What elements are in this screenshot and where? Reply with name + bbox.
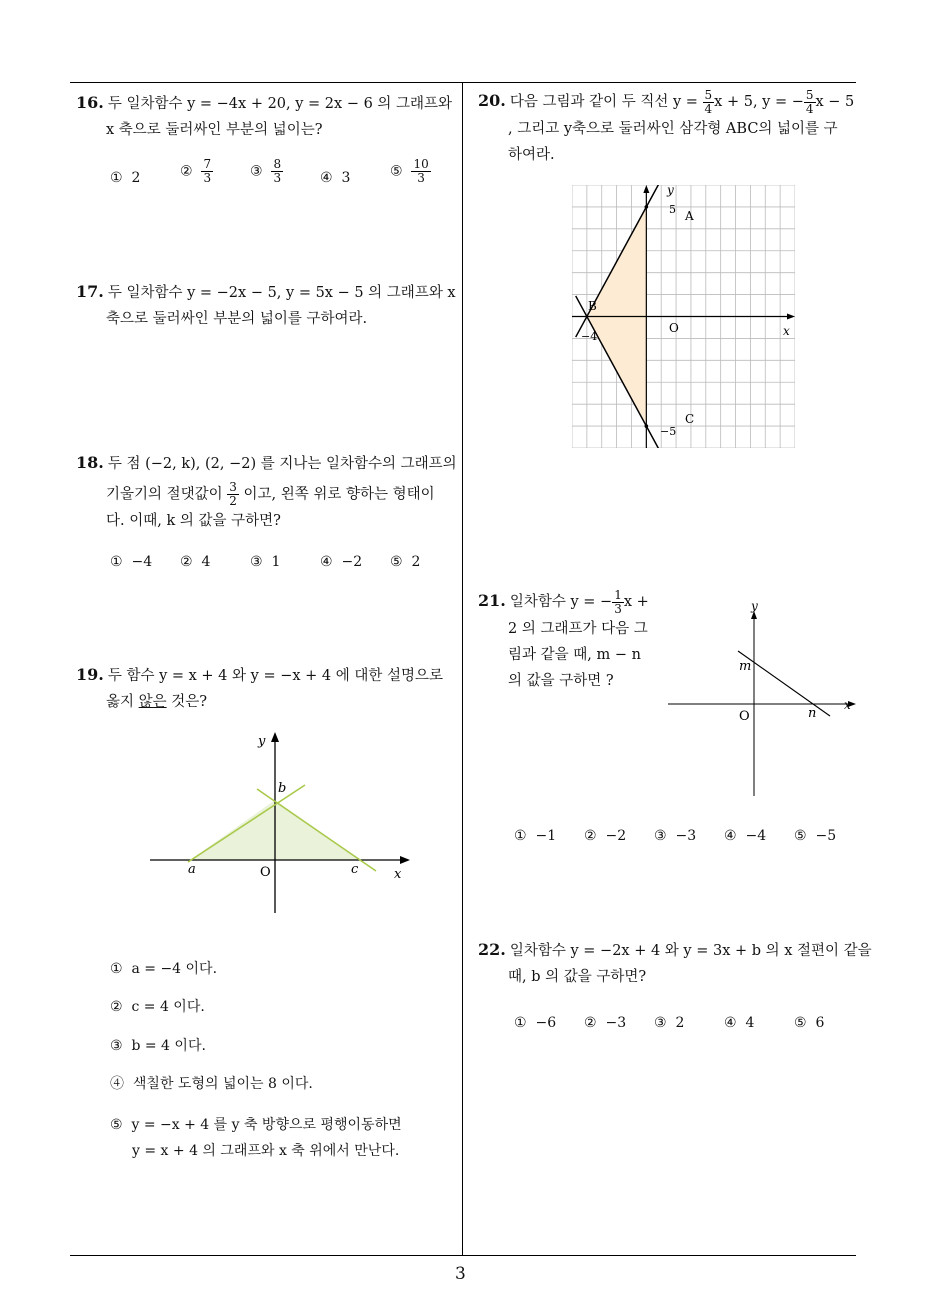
- option-5[interactable]: ⑤ 6: [794, 1015, 825, 1031]
- option-5[interactable]: ⑤ $\frac{10}{3}$: [390, 157, 429, 185]
- option-1[interactable]: ① −6: [514, 1015, 557, 1031]
- statement-4[interactable]: ④ 색칠한 도형의 넓이는 8 이다.: [110, 1076, 313, 1092]
- point-a: [645, 205, 649, 209]
- question-number: 17.: [76, 282, 104, 301]
- option-5[interactable]: ⑤ −5: [794, 828, 837, 844]
- question-text: 기울기의 절댓값이: [106, 486, 223, 503]
- question-number: 20.: [478, 91, 506, 110]
- question-22: [478, 937, 872, 990]
- fraction: $\frac{5}{4}$: [805, 87, 814, 116]
- q21-graph: [664, 596, 864, 801]
- label-a: A: [685, 209, 694, 223]
- question-text: 두 점 (−2, k), (2, −2) 를 지나는 일차함수의 그래프의: [107, 456, 457, 472]
- option-4[interactable]: ④ 3: [320, 170, 351, 186]
- question-number: 21.: [478, 591, 506, 610]
- y-axis-arrow-icon: [643, 185, 649, 193]
- x-label: x: [783, 324, 790, 338]
- x-axis-arrow-icon: [787, 314, 795, 320]
- fraction: $\frac{3}{2}$: [229, 480, 237, 508]
- question-text: 다음 그림과 같이 두 직선 y =: [509, 94, 698, 110]
- question-text: 일차함수 y = −: [509, 594, 613, 610]
- question-text: 축으로 둘러싸인 부분의 넓이를 구하여라.: [106, 311, 368, 327]
- option-3[interactable]: ③ 1: [250, 554, 281, 570]
- question-21: [478, 588, 668, 694]
- question-text: 하여라.: [508, 146, 555, 163]
- label-b: b: [278, 781, 287, 796]
- tick-label-neg4: −4: [581, 330, 598, 343]
- option-3[interactable]: ③ 2: [654, 1015, 685, 1031]
- question-text: 2 의 그래프가 다음 그: [508, 620, 648, 637]
- statement-2[interactable]: ② c = 4 이다.: [110, 999, 205, 1015]
- label-m: m: [739, 659, 752, 674]
- option-2[interactable]: ② −3: [584, 1015, 627, 1031]
- fraction: $\frac{5}{4}$: [704, 87, 713, 116]
- label-c: C: [685, 412, 695, 426]
- question-text: 두 함수 y = x + 4 와 y = −x + 4 에 대한 설명으로: [107, 668, 443, 684]
- statement-3[interactable]: ③ b = 4 이다.: [110, 1038, 206, 1054]
- y-label: y: [751, 599, 758, 613]
- statement-1[interactable]: ① a = −4 이다.: [110, 961, 218, 977]
- option-4[interactable]: ④ −2: [320, 554, 363, 570]
- option-5[interactable]: ⑤ 2: [390, 554, 421, 570]
- question-text: 두 일차함수 y = −4x + 20, y = 2x − 6 의 그래프와: [107, 96, 453, 112]
- option-3[interactable]: ③ −3: [654, 828, 697, 844]
- question-number: 16.: [76, 93, 104, 112]
- option-2[interactable]: ② $\frac{7}{3}$: [180, 157, 212, 185]
- origin-label: O: [669, 321, 679, 335]
- q19-graph: [140, 728, 420, 918]
- question-text: x 축으로 둘러싸인 부분의 넓이는?: [106, 122, 323, 138]
- fraction: $\frac{1}{3}$: [614, 587, 622, 616]
- page-number: 3: [455, 1264, 466, 1284]
- tick-label-5: 5: [669, 203, 676, 216]
- question-text: 이고, 왼쪽 위로 향하는 형태이: [243, 486, 435, 503]
- top-rule: [70, 82, 856, 83]
- question-text: x + 5, y = −: [714, 94, 804, 110]
- question-text: 의 값을 구하면 ?: [508, 672, 614, 689]
- question-text: , 그리고 y축으로 둘러싸인 삼각형 ABC의 넓이를 구: [508, 120, 838, 137]
- question-text: 옳지: [106, 694, 135, 710]
- question-text: 때, b 의 값을 구하면?: [508, 969, 647, 985]
- question-19: [76, 662, 460, 715]
- option-2[interactable]: ② −2: [584, 828, 627, 844]
- question-text: 림과 같을 때, m − n: [508, 646, 641, 663]
- question-20: [478, 88, 862, 168]
- question-text: 것은?: [171, 694, 208, 710]
- option-4[interactable]: ④ −4: [724, 828, 767, 844]
- point-c: [645, 424, 649, 428]
- y-axis-arrow-icon: [271, 732, 279, 742]
- question-number: 18.: [76, 453, 104, 472]
- x-label: x: [844, 698, 851, 712]
- question-text: 다. 이때, k 의 값을 구하면?: [106, 513, 281, 529]
- question-text: 두 일차함수 y = −2x − 5, y = 5x − 5 의 그래프와 x: [107, 285, 456, 301]
- x-label: x: [394, 867, 402, 882]
- question-16: [76, 90, 460, 143]
- question-17: [76, 279, 460, 332]
- label-b: B: [588, 299, 597, 313]
- emphasis-underline: 않은: [138, 694, 167, 710]
- question-text: x +: [623, 594, 649, 610]
- option-1[interactable]: ① −1: [514, 828, 557, 844]
- question-number: 22.: [478, 940, 506, 959]
- origin-label: O: [739, 709, 750, 724]
- question-text: x − 5: [815, 94, 855, 110]
- question-18: [76, 450, 460, 534]
- option-4[interactable]: ④ 4: [724, 1015, 755, 1031]
- column-divider: [462, 82, 463, 1256]
- label-n: n: [808, 706, 817, 721]
- option-1[interactable]: ① 2: [110, 170, 141, 186]
- q20-graph: [572, 185, 795, 448]
- question-number: 19.: [76, 665, 104, 684]
- y-label: y: [258, 734, 266, 749]
- origin-label: O: [260, 865, 271, 880]
- option-1[interactable]: ① −4: [110, 554, 153, 570]
- x-axis-arrow-icon: [400, 856, 410, 864]
- label-a: a: [188, 862, 196, 877]
- y-label: y: [667, 185, 674, 197]
- bottom-rule: [70, 1255, 856, 1256]
- tick-label-neg5: −5: [660, 425, 677, 438]
- option-2[interactable]: ② 4: [180, 554, 211, 570]
- question-text: 일차함수 y = −2x + 4 와 y = 3x + b 의 x 절편이 같을: [509, 943, 872, 959]
- option-3[interactable]: ③ $\frac{8}{3}$: [250, 157, 282, 185]
- statement-5[interactable]: ⑤ y = −x + 4 를 y 축 방향으로 평행이동하면 y = x + 4 의 그래프와 x 축 위에서 만난다.: [110, 1117, 402, 1159]
- label-c: c: [351, 862, 359, 877]
